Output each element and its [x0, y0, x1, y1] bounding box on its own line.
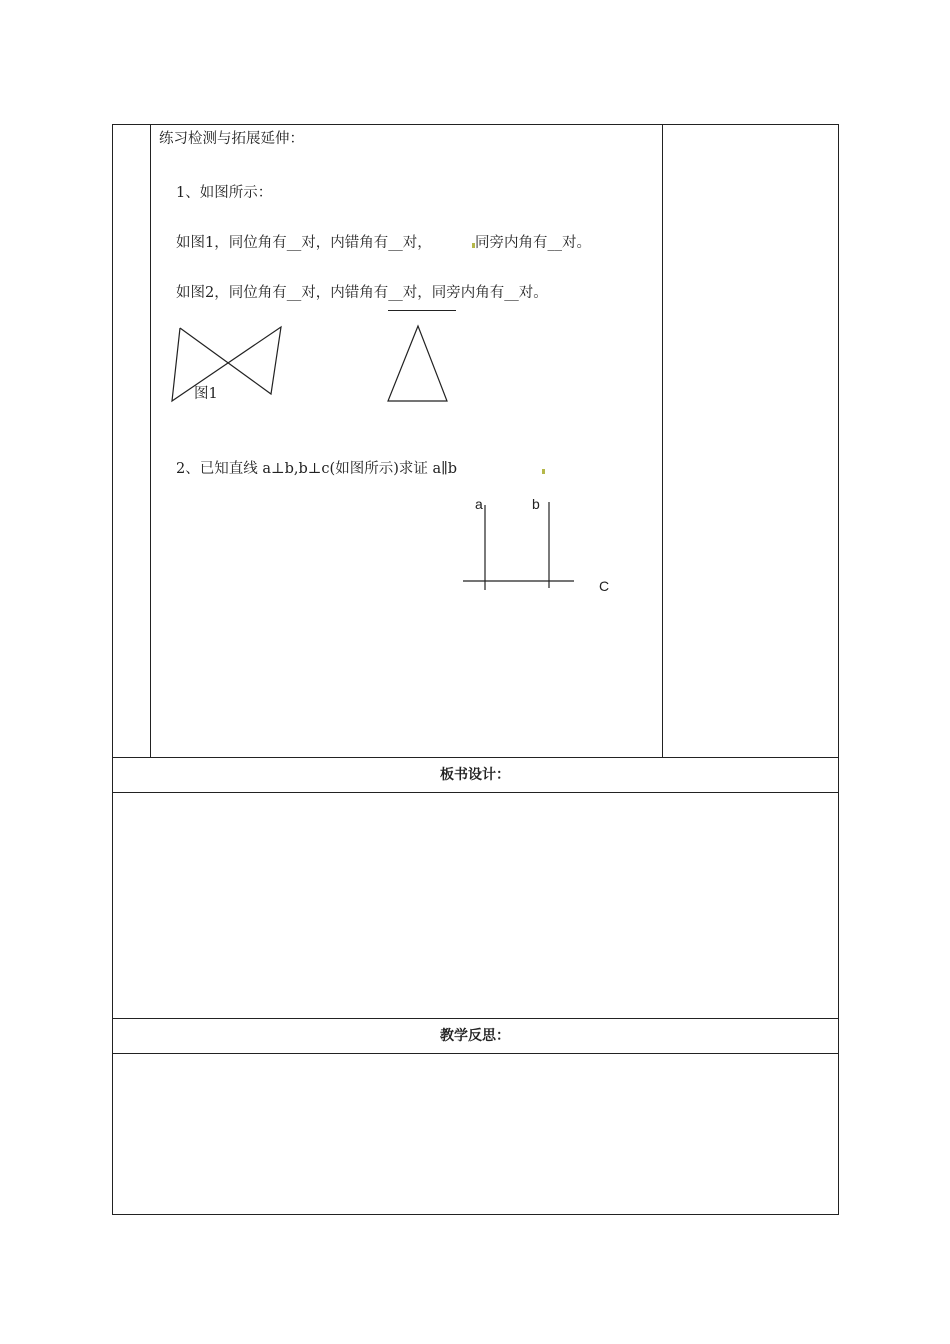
table-top-border [112, 124, 839, 125]
q2-prompt: 2、已知直线 a⊥b,b⊥c(如图所示)求证 a∥b [176, 461, 458, 477]
reflection-heading: 教学反思： [440, 1028, 510, 1044]
underline-mark [388, 310, 456, 311]
row-divider-board-top [112, 757, 839, 758]
table-bottom-border [112, 1214, 839, 1215]
board-design-heading: 板书设计： [440, 767, 510, 783]
row-divider-reflection-header [112, 1053, 839, 1054]
figure-2-triangle [385, 325, 455, 405]
figure-1-caption: 图1 [194, 386, 218, 402]
row-divider-board-header [112, 792, 839, 793]
table-left-border [112, 124, 113, 1215]
line-a-label: a [475, 496, 483, 512]
perpendicular-lines-diagram [460, 500, 580, 595]
column-divider-1 [150, 124, 151, 758]
q1-intro: 1、如图所示： [176, 185, 273, 201]
q1-line1: 如图1，同位角有__对，内错角有__对， [176, 235, 432, 251]
figure-1-bowtie [168, 322, 288, 412]
table-right-border [838, 124, 839, 1215]
practice-title: 练习检测与拓展延伸： [159, 131, 304, 147]
stray-mark-2 [542, 469, 545, 474]
column-divider-2 [662, 124, 663, 758]
q1-line2: 如图2，同位角有__对，内错角有__对，同旁内角有__对。 [176, 285, 548, 301]
line-b-label: b [532, 496, 540, 512]
line-c-label: C [599, 578, 610, 594]
q1-line1-tail: 同旁内角有__对。 [475, 235, 591, 251]
row-divider-reflection-top [112, 1018, 839, 1019]
